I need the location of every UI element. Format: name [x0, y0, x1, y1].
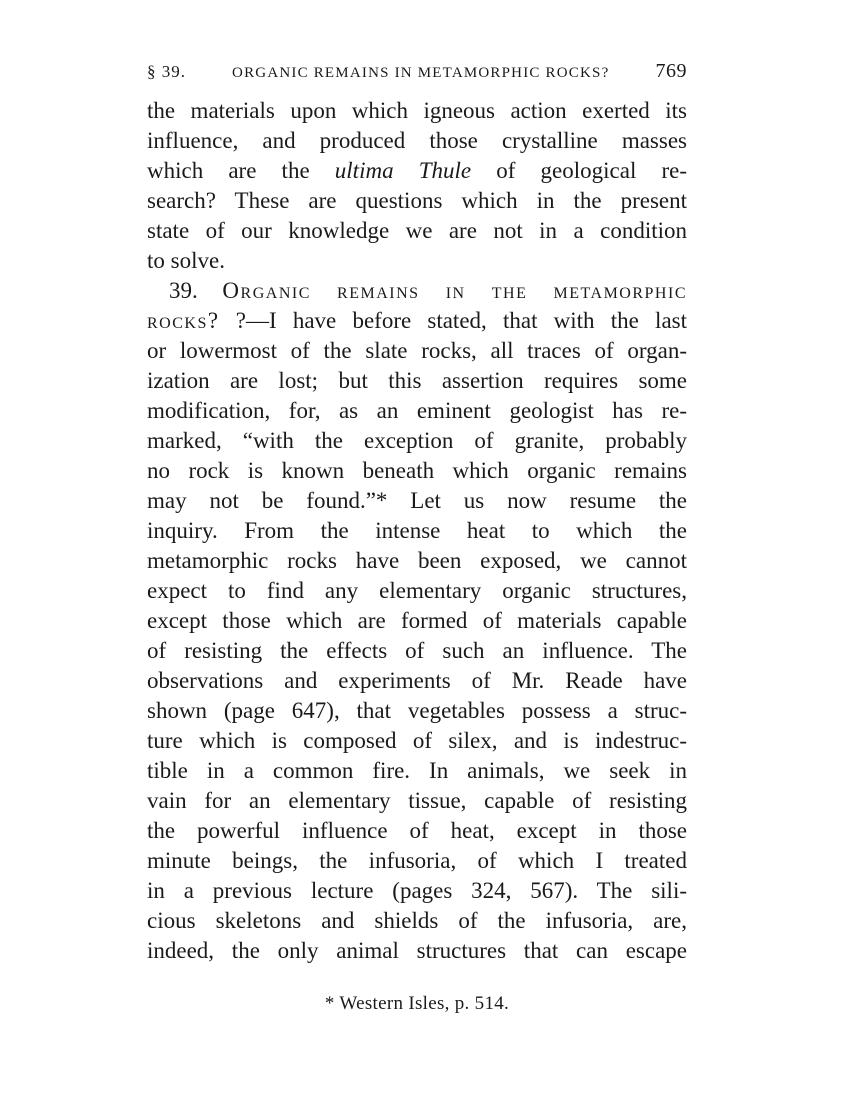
text-fragment: of geological re-: [496, 158, 688, 183]
section-39: [147, 276, 687, 966]
text-line: vain for an elementary tissue, capable of resisting: [147, 788, 687, 813]
text-line-with-italic: [147, 156, 687, 186]
text-line: ture which is composed of silex, and is indestruc-: [147, 728, 687, 753]
section-number: 39.: [169, 278, 198, 303]
text-line: state of our knowledge we are not in a condition: [147, 218, 687, 243]
text-line: tible in a common fire. In animals, we seek in: [147, 758, 687, 783]
text-line: inquiry. From the intense heat to which the: [147, 518, 687, 543]
text-line: to solve.: [147, 248, 225, 273]
text-line: minute beings, the infusoria, of which I treated: [147, 848, 687, 873]
text-line: the materials upon which igneous action exerted its: [147, 98, 687, 123]
text-line: the powerful influence of heat, except in those: [147, 818, 687, 843]
footnote-marker: *: [324, 993, 335, 1014]
page-number: 769: [655, 60, 687, 82]
section-heading-end: rocks?: [147, 308, 220, 333]
text-fragment: ?—I have before stated, that with the last: [235, 308, 687, 333]
text-line: in a previous lecture (pages 324, 567). The sili-: [147, 878, 687, 903]
footnote-text: Western Isles, p. 514.: [339, 993, 510, 1014]
running-head-title: ORGANIC REMAINS IN METAMORPHIC ROCKS?: [232, 65, 610, 81]
text-fragment: which are the: [147, 158, 310, 183]
text-line: modification, for, as an eminent geologist has re-: [147, 398, 687, 423]
text-line: search? These are questions which in the present: [147, 188, 687, 213]
text-line: marked, “with the exception of granite, probably: [147, 428, 687, 453]
section-heading-line: [147, 276, 687, 306]
running-head: [147, 60, 687, 96]
section-heading: Organic remains in the metamorphic: [222, 278, 687, 303]
text-line: observations and experiments of Mr. Reade have: [147, 668, 687, 693]
text-line: cious skeletons and shields of the infusoria, are,: [147, 908, 687, 933]
text-line: of resisting the effects of such an influence. The: [147, 638, 687, 663]
text-line: expect to find any elementary organic structures,: [147, 578, 687, 603]
text-line: may not be found.”* Let us now resume the: [147, 488, 687, 513]
text-line: ization are lost; but this assertion requires some: [147, 368, 687, 393]
text-line: indeed, the only animal structures that can escape: [147, 938, 687, 963]
text-line: no rock is known beneath which organic remains: [147, 458, 687, 483]
text-line: influence, and produced those crystalline masses: [147, 128, 687, 153]
section-heading-continuation: [147, 306, 687, 336]
paragraph-continuation: [147, 96, 687, 276]
book-page: [147, 60, 688, 1014]
running-head-section: § 39.: [147, 62, 186, 81]
italic-phrase: ultima Thule: [334, 158, 472, 183]
footnote: [147, 993, 687, 1015]
text-line: shown (page 647), that vegetables possess a struc-: [147, 698, 687, 723]
text-line: or lowermost of the slate rocks, all traces of organ-: [147, 338, 687, 363]
text-line: except those which are formed of materials capable: [147, 608, 687, 633]
text-line: metamorphic rocks have been exposed, we cannot: [147, 548, 687, 573]
